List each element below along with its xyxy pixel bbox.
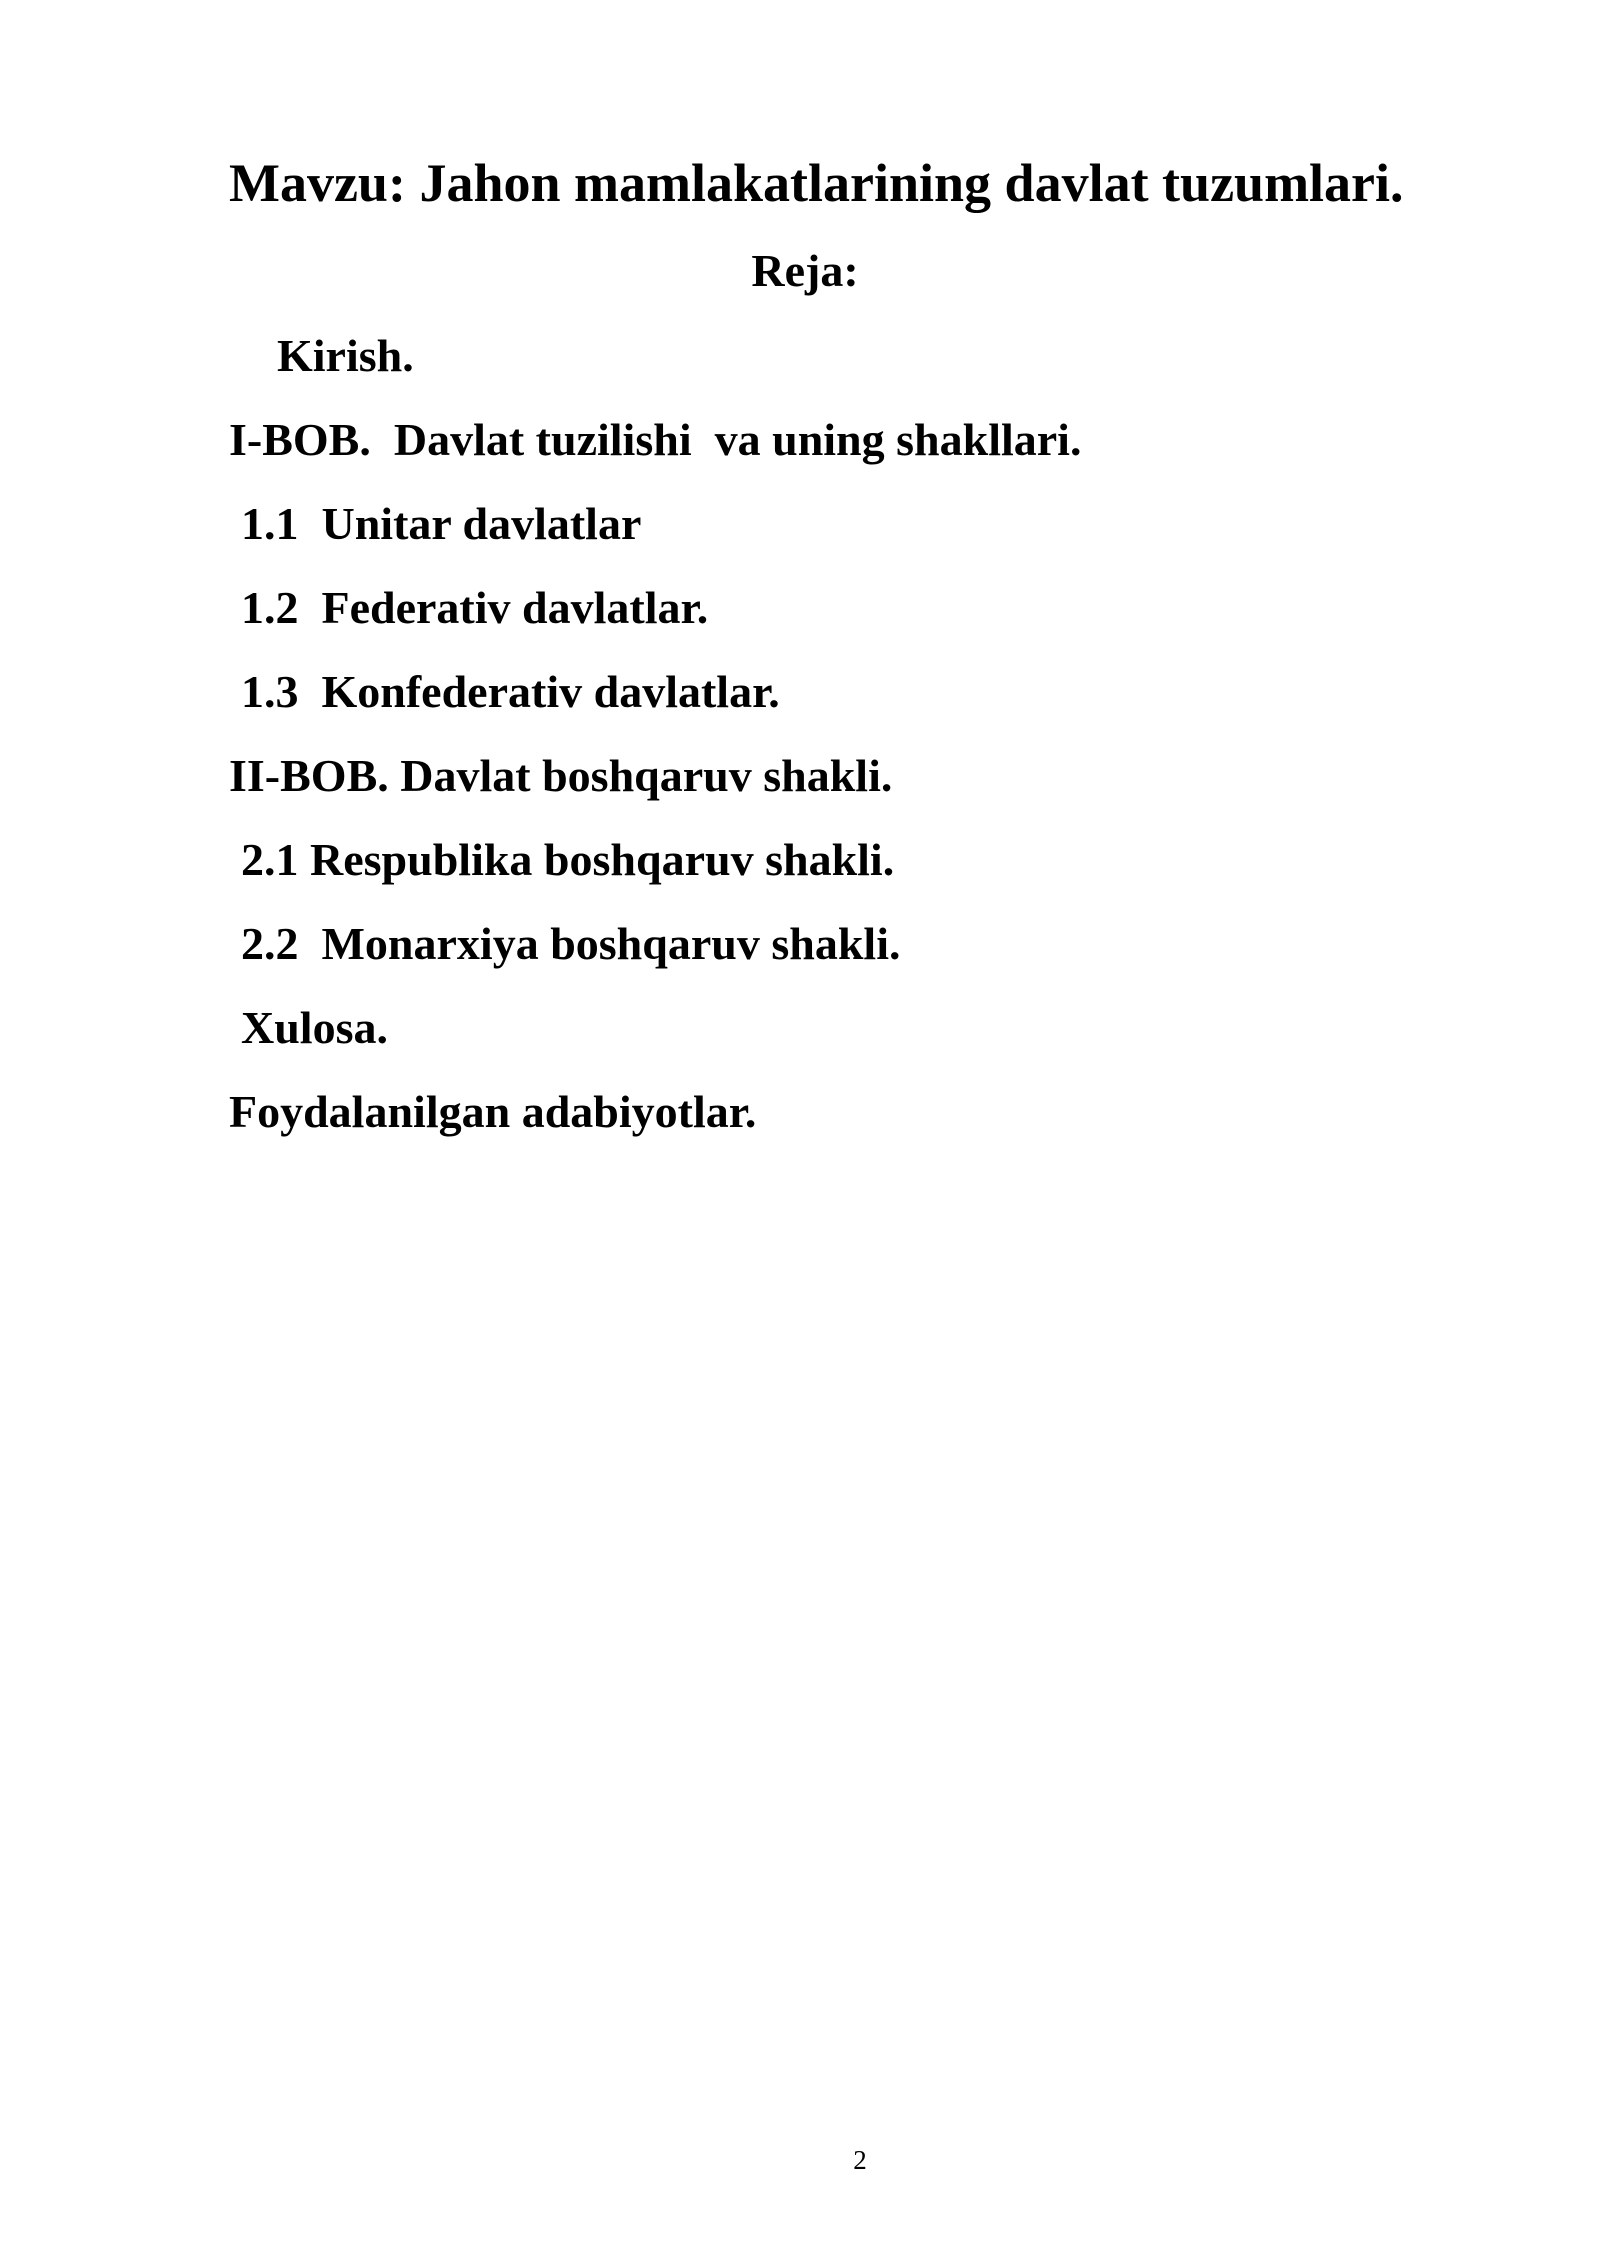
plan-heading: Reja:	[751, 245, 859, 296]
toc-item-section-1-3: 1.3 Konfederativ davlatlar.	[241, 666, 780, 717]
document-title: Mavzu: Jahon mamlakatlarining davlat tuzumlari.	[229, 153, 1404, 213]
toc-item-section-2-1: 2.1 Respublika boshqaruv shakli.	[241, 834, 895, 885]
toc-item-chapter-2: II-BOB. Davlat boshqaruv shakli.	[229, 750, 893, 801]
toc-item-section-2-2: 2.2 Monarxiya boshqaruv shakli.	[241, 918, 901, 969]
toc-item-references: Foydalanilgan adabiyotlar.	[229, 1086, 757, 1137]
page-number: 2	[853, 2145, 867, 2175]
toc-item-intro: Kirish.	[277, 330, 414, 381]
toc-item-conclusion: Xulosa.	[241, 1002, 388, 1053]
toc-item-chapter-1: I-BOB. Davlat tuzilishi va uning shakllari.	[229, 414, 1082, 465]
toc-item-section-1-1: 1.1 Unitar davlatlar	[241, 498, 642, 549]
toc-item-section-1-2: 1.2 Federativ davlatlar.	[241, 582, 709, 633]
